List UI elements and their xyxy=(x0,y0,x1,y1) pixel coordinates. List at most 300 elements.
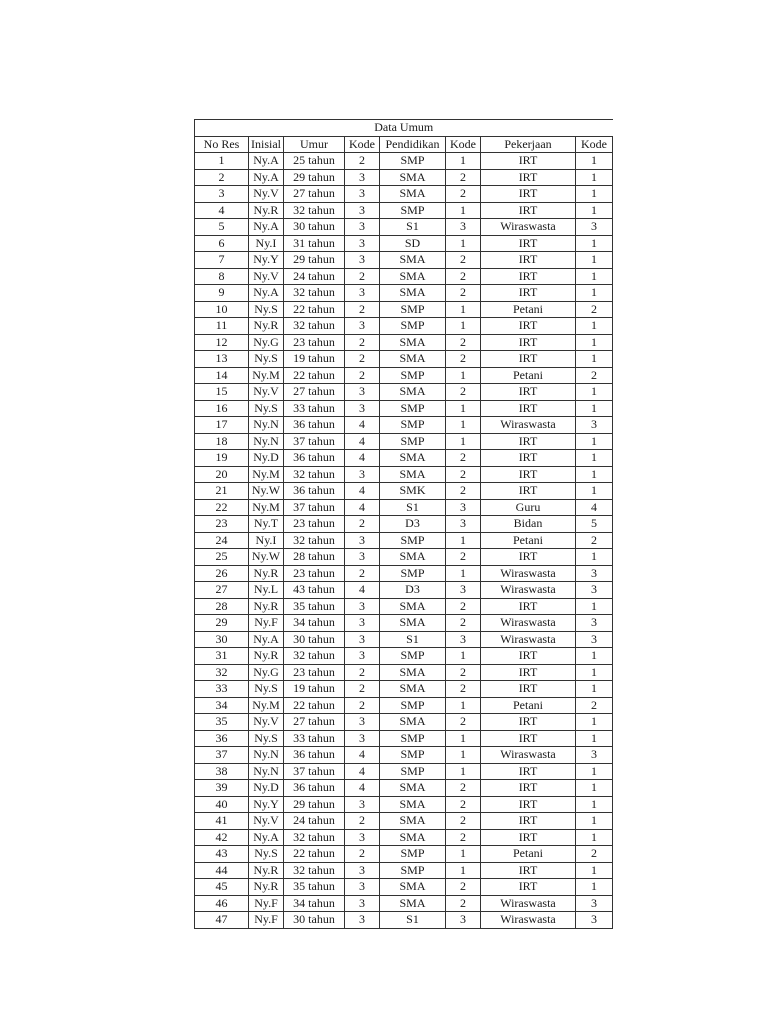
table-cell: Ny.A xyxy=(249,285,284,302)
table-cell: 3 xyxy=(345,879,380,896)
table-cell: 2 xyxy=(576,846,613,863)
table-cell: 1 xyxy=(576,466,613,483)
table-cell: Wiraswasta xyxy=(481,895,576,912)
table-cell: 3 xyxy=(345,549,380,566)
table-cell: 1 xyxy=(576,268,613,285)
table-cell: 1 xyxy=(446,235,481,252)
table-cell: 4 xyxy=(345,763,380,780)
table-cell: Ny.A xyxy=(249,169,284,186)
table-cell: Ny.V xyxy=(249,384,284,401)
table-cell: 3 xyxy=(345,829,380,846)
table-cell: 3 xyxy=(345,862,380,879)
table-cell: Ny.V xyxy=(249,186,284,203)
table-cell: 1 xyxy=(576,285,613,302)
table-cell: 36 tahun xyxy=(284,483,345,500)
table-row xyxy=(195,301,613,318)
table-cell: 20 xyxy=(195,466,249,483)
table-cell: Ny.N xyxy=(249,763,284,780)
table-cell: Ny.I xyxy=(249,532,284,549)
table-cell: Ny.D xyxy=(249,450,284,467)
table-cell: SMP xyxy=(380,532,446,549)
column-header: Kode xyxy=(576,136,613,153)
table-cell: 2 xyxy=(446,285,481,302)
table-cell: SMP xyxy=(380,202,446,219)
table-cell: 2 xyxy=(446,829,481,846)
table-cell: IRT xyxy=(481,879,576,896)
table-cell: S1 xyxy=(380,219,446,236)
table-cell: 23 tahun xyxy=(284,516,345,533)
table-cell: 12 xyxy=(195,334,249,351)
table-cell: 19 tahun xyxy=(284,351,345,368)
table-cell: SMA xyxy=(380,450,446,467)
table-cell: 32 xyxy=(195,664,249,681)
table-cell: 30 tahun xyxy=(284,631,345,648)
table-cell: 3 xyxy=(345,252,380,269)
table-cell: Guru xyxy=(481,499,576,516)
column-header: Kode xyxy=(345,136,380,153)
table-cell: IRT xyxy=(481,730,576,747)
table-cell: 42 xyxy=(195,829,249,846)
table-cell: Ny.S xyxy=(249,846,284,863)
table-cell: 1 xyxy=(576,202,613,219)
table-row xyxy=(195,466,613,483)
table-cell: IRT xyxy=(481,714,576,731)
table-cell: SMA xyxy=(380,268,446,285)
table-cell: 3 xyxy=(195,186,249,203)
table-cell: Petani xyxy=(481,301,576,318)
table-cell: 4 xyxy=(345,747,380,764)
table-cell: 3 xyxy=(345,235,380,252)
table-cell: 1 xyxy=(576,186,613,203)
table-row xyxy=(195,516,613,533)
table-cell: Ny.Y xyxy=(249,796,284,813)
table-cell: 29 xyxy=(195,615,249,632)
table-cell: Ny.T xyxy=(249,516,284,533)
table-cell: 3 xyxy=(576,912,613,929)
table-cell: 1 xyxy=(576,664,613,681)
table-cell: 3 xyxy=(345,912,380,929)
table-cell: 40 xyxy=(195,796,249,813)
table-cell: SMA xyxy=(380,186,446,203)
table-cell: S1 xyxy=(380,912,446,929)
table-cell: IRT xyxy=(481,780,576,797)
table-cell: 3 xyxy=(345,285,380,302)
table-header-row xyxy=(195,136,613,153)
table-cell: 34 tahun xyxy=(284,615,345,632)
column-header: No Res xyxy=(195,136,249,153)
table-cell: IRT xyxy=(481,202,576,219)
table-cell: 19 tahun xyxy=(284,681,345,698)
table-cell: 35 tahun xyxy=(284,598,345,615)
table-cell: 1 xyxy=(576,598,613,615)
table-cell: SMP xyxy=(380,367,446,384)
table-cell: Ny.V xyxy=(249,813,284,830)
table-cell: 27 tahun xyxy=(284,714,345,731)
table-row xyxy=(195,549,613,566)
table-cell: SMP xyxy=(380,846,446,863)
table-row xyxy=(195,598,613,615)
table-cell: 3 xyxy=(446,582,481,599)
table-cell: 2 xyxy=(446,664,481,681)
table-cell: 2 xyxy=(345,846,380,863)
table-cell: Ny.R xyxy=(249,598,284,615)
table-cell: IRT xyxy=(481,186,576,203)
table-cell: IRT xyxy=(481,829,576,846)
table-cell: 23 tahun xyxy=(284,334,345,351)
table-cell: SMP xyxy=(380,862,446,879)
table-row xyxy=(195,565,613,582)
table-cell: 1 xyxy=(576,450,613,467)
table-cell: 25 tahun xyxy=(284,153,345,170)
table-cell: 1 xyxy=(576,252,613,269)
table-cell: 3 xyxy=(345,631,380,648)
table-cell: 32 tahun xyxy=(284,862,345,879)
table-cell: 37 tahun xyxy=(284,763,345,780)
table-cell: 1 xyxy=(446,846,481,863)
table-row xyxy=(195,730,613,747)
table-cell: 5 xyxy=(195,219,249,236)
table-cell: 1 xyxy=(446,763,481,780)
table-cell: 24 xyxy=(195,532,249,549)
table-cell: 22 tahun xyxy=(284,846,345,863)
table-cell: Ny.M xyxy=(249,697,284,714)
table-cell: Wiraswasta xyxy=(481,565,576,582)
table-cell: 2 xyxy=(345,301,380,318)
table-cell: 1 xyxy=(446,697,481,714)
table-cell: Ny.G xyxy=(249,334,284,351)
table-cell: Petani xyxy=(481,697,576,714)
table-cell: Wiraswasta xyxy=(481,582,576,599)
table-cell: 37 tahun xyxy=(284,433,345,450)
table-cell: 23 xyxy=(195,516,249,533)
table-cell: 3 xyxy=(345,219,380,236)
table-cell: 2 xyxy=(446,483,481,500)
table-cell: 30 tahun xyxy=(284,219,345,236)
table-cell: 3 xyxy=(345,318,380,335)
table-cell: SMA xyxy=(380,615,446,632)
table-row xyxy=(195,499,613,516)
table-cell: 1 xyxy=(446,747,481,764)
table-cell: 47 xyxy=(195,912,249,929)
table-row xyxy=(195,846,613,863)
table-cell: 45 xyxy=(195,879,249,896)
table-cell: 2 xyxy=(446,549,481,566)
table-cell: 2 xyxy=(446,615,481,632)
table-cell: 3 xyxy=(446,219,481,236)
table-cell: 3 xyxy=(345,714,380,731)
table-cell: 1 xyxy=(576,829,613,846)
table-cell: 2 xyxy=(446,169,481,186)
table-row xyxy=(195,664,613,681)
table-cell: 1 xyxy=(576,483,613,500)
table-cell: IRT xyxy=(481,681,576,698)
table-cell: Ny.M xyxy=(249,367,284,384)
table-cell: SMA xyxy=(380,813,446,830)
table-cell: 3 xyxy=(576,895,613,912)
table-cell: IRT xyxy=(481,334,576,351)
table-cell: 14 xyxy=(195,367,249,384)
table-cell: Bidan xyxy=(481,516,576,533)
table-cell: SMA xyxy=(380,384,446,401)
table-cell: 36 tahun xyxy=(284,747,345,764)
table-cell: 1 xyxy=(576,714,613,731)
table-cell: 2 xyxy=(446,186,481,203)
table-cell: SMP xyxy=(380,763,446,780)
table-cell: Ny.Y xyxy=(249,252,284,269)
table-cell: Ny.A xyxy=(249,153,284,170)
table-cell: 4 xyxy=(345,417,380,434)
table-cell: 2 xyxy=(195,169,249,186)
table-cell: 3 xyxy=(576,747,613,764)
table-cell: IRT xyxy=(481,549,576,566)
table-row xyxy=(195,532,613,549)
table-cell: 1 xyxy=(576,796,613,813)
table-cell: Ny.A xyxy=(249,829,284,846)
table-cell: 27 tahun xyxy=(284,186,345,203)
table-cell: 3 xyxy=(576,565,613,582)
table-row xyxy=(195,780,613,797)
table-cell: S1 xyxy=(380,631,446,648)
table-cell: 2 xyxy=(446,796,481,813)
table-cell: SMP xyxy=(380,318,446,335)
table-cell: 22 tahun xyxy=(284,697,345,714)
table-body xyxy=(195,153,613,929)
table-cell: IRT xyxy=(481,285,576,302)
table-cell: 46 xyxy=(195,895,249,912)
table-cell: 1 xyxy=(195,153,249,170)
table-cell: 44 xyxy=(195,862,249,879)
table-cell: IRT xyxy=(481,235,576,252)
table-row xyxy=(195,895,613,912)
table-cell: 31 tahun xyxy=(284,235,345,252)
table-cell: SMP xyxy=(380,747,446,764)
table-cell: 2 xyxy=(345,268,380,285)
table-cell: 2 xyxy=(446,681,481,698)
table-cell: IRT xyxy=(481,763,576,780)
table-cell: 30 xyxy=(195,631,249,648)
table-cell: 13 xyxy=(195,351,249,368)
table-cell: Ny.M xyxy=(249,466,284,483)
table-cell: 24 tahun xyxy=(284,813,345,830)
table-row xyxy=(195,235,613,252)
table-cell: 4 xyxy=(345,483,380,500)
table-row xyxy=(195,384,613,401)
table-cell: Ny.R xyxy=(249,565,284,582)
table-cell: Ny.F xyxy=(249,615,284,632)
table-cell: S1 xyxy=(380,499,446,516)
table-cell: SMA xyxy=(380,351,446,368)
table-cell: SMA xyxy=(380,334,446,351)
table-cell: 32 tahun xyxy=(284,648,345,665)
table-cell: Ny.S xyxy=(249,351,284,368)
table-cell: 3 xyxy=(345,895,380,912)
table-cell: 4 xyxy=(195,202,249,219)
table-cell: 33 tahun xyxy=(284,400,345,417)
table-cell: 3 xyxy=(345,796,380,813)
table-row xyxy=(195,433,613,450)
table-cell: 32 tahun xyxy=(284,285,345,302)
table-row xyxy=(195,747,613,764)
table-cell: D3 xyxy=(380,516,446,533)
table-cell: 1 xyxy=(446,648,481,665)
table-cell: SMP xyxy=(380,301,446,318)
table-cell: 4 xyxy=(345,433,380,450)
table-cell: 36 tahun xyxy=(284,417,345,434)
table-cell: Ny.G xyxy=(249,664,284,681)
table-cell: 2 xyxy=(576,301,613,318)
table-cell: IRT xyxy=(481,318,576,335)
table-row xyxy=(195,862,613,879)
table-cell: IRT xyxy=(481,268,576,285)
table-cell: 3 xyxy=(345,648,380,665)
data-umum-table xyxy=(194,119,613,929)
table-cell: 1 xyxy=(576,780,613,797)
table-cell: SMA xyxy=(380,664,446,681)
table-cell: SMP xyxy=(380,697,446,714)
table-cell: 21 xyxy=(195,483,249,500)
table-cell: SMP xyxy=(380,400,446,417)
table-cell: 1 xyxy=(446,565,481,582)
table-cell: 2 xyxy=(446,598,481,615)
table-cell: Ny.S xyxy=(249,730,284,747)
table-cell: 1 xyxy=(446,433,481,450)
table-cell: 2 xyxy=(446,879,481,896)
table-cell: Ny.W xyxy=(249,483,284,500)
table-cell: 33 tahun xyxy=(284,730,345,747)
table-row xyxy=(195,417,613,434)
table-cell: Petani xyxy=(481,846,576,863)
table-cell: Ny.A xyxy=(249,219,284,236)
table-cell: 2 xyxy=(576,697,613,714)
table-cell: 1 xyxy=(576,879,613,896)
table-cell: Wiraswasta xyxy=(481,631,576,648)
table-cell: Wiraswasta xyxy=(481,219,576,236)
table-row xyxy=(195,796,613,813)
table-cell: 4 xyxy=(345,582,380,599)
table-cell: 34 tahun xyxy=(284,895,345,912)
table-cell: SMA xyxy=(380,252,446,269)
table-cell: 22 tahun xyxy=(284,301,345,318)
table-cell: 3 xyxy=(576,631,613,648)
table-row xyxy=(195,450,613,467)
table-cell: 2 xyxy=(345,367,380,384)
table-row xyxy=(195,582,613,599)
table-cell: 1 xyxy=(576,813,613,830)
table-cell: 2 xyxy=(446,895,481,912)
table-cell: 2 xyxy=(345,565,380,582)
table-cell: 2 xyxy=(446,334,481,351)
table-cell: 1 xyxy=(446,202,481,219)
table-cell: SMA xyxy=(380,780,446,797)
table-cell: SMA xyxy=(380,879,446,896)
table-cell: SMA xyxy=(380,714,446,731)
table-row xyxy=(195,697,613,714)
table-cell: 32 tahun xyxy=(284,466,345,483)
table-cell: 2 xyxy=(345,334,380,351)
table-cell: 2 xyxy=(576,532,613,549)
table-cell: 1 xyxy=(446,532,481,549)
table-cell: 3 xyxy=(345,400,380,417)
table-cell: 2 xyxy=(446,351,481,368)
table-row xyxy=(195,153,613,170)
table-cell: 3 xyxy=(345,186,380,203)
table-cell: SMP xyxy=(380,417,446,434)
table-cell: 32 tahun xyxy=(284,532,345,549)
table-cell: 9 xyxy=(195,285,249,302)
column-header: Pekerjaan xyxy=(481,136,576,153)
table-cell: 2 xyxy=(345,351,380,368)
table-cell: 4 xyxy=(345,780,380,797)
table-cell: 3 xyxy=(576,219,613,236)
table-cell: 37 tahun xyxy=(284,499,345,516)
table-cell: 2 xyxy=(446,252,481,269)
table-title-row xyxy=(195,120,613,137)
table-cell: 2 xyxy=(446,466,481,483)
table-cell: 22 tahun xyxy=(284,367,345,384)
table-cell: 1 xyxy=(576,433,613,450)
table-cell: 1 xyxy=(576,549,613,566)
table-cell: 10 xyxy=(195,301,249,318)
table-cell: 36 tahun xyxy=(284,780,345,797)
table-cell: SMP xyxy=(380,153,446,170)
table-row xyxy=(195,318,613,335)
table-cell: 1 xyxy=(576,400,613,417)
table-cell: 26 xyxy=(195,565,249,582)
table-cell: IRT xyxy=(481,252,576,269)
table-cell: Ny.V xyxy=(249,714,284,731)
table-cell: Ny.N xyxy=(249,433,284,450)
table-row xyxy=(195,615,613,632)
table-cell: IRT xyxy=(481,796,576,813)
table-cell: 11 xyxy=(195,318,249,335)
table-cell: Ny.F xyxy=(249,912,284,929)
table-cell: 31 xyxy=(195,648,249,665)
table-cell: 2 xyxy=(345,516,380,533)
table-cell: 6 xyxy=(195,235,249,252)
table-cell: 7 xyxy=(195,252,249,269)
table-cell: 15 xyxy=(195,384,249,401)
table-cell: IRT xyxy=(481,351,576,368)
table-cell: 2 xyxy=(345,681,380,698)
table-cell: Ny.R xyxy=(249,202,284,219)
table-cell: 38 xyxy=(195,763,249,780)
table-cell: 35 tahun xyxy=(284,879,345,896)
table-cell: SMK xyxy=(380,483,446,500)
table-cell: 32 tahun xyxy=(284,202,345,219)
table-cell: Ny.I xyxy=(249,235,284,252)
table-cell: 19 xyxy=(195,450,249,467)
table-cell: 23 tahun xyxy=(284,664,345,681)
table-cell: 3 xyxy=(345,730,380,747)
table-cell: 36 xyxy=(195,730,249,747)
table-cell: 2 xyxy=(446,780,481,797)
table-cell: 4 xyxy=(576,499,613,516)
table-cell: 2 xyxy=(446,268,481,285)
table-cell: 3 xyxy=(446,499,481,516)
table-cell: 35 xyxy=(195,714,249,731)
table-cell: SD xyxy=(380,235,446,252)
table-cell: 43 tahun xyxy=(284,582,345,599)
table-cell: 3 xyxy=(446,631,481,648)
table-row xyxy=(195,631,613,648)
column-header: Inisial xyxy=(249,136,284,153)
table-cell: 1 xyxy=(446,417,481,434)
table-cell: Wiraswasta xyxy=(481,747,576,764)
table-cell: IRT xyxy=(481,648,576,665)
table-cell: SMA xyxy=(380,466,446,483)
table-cell: Ny.A xyxy=(249,631,284,648)
table-cell: IRT xyxy=(481,384,576,401)
